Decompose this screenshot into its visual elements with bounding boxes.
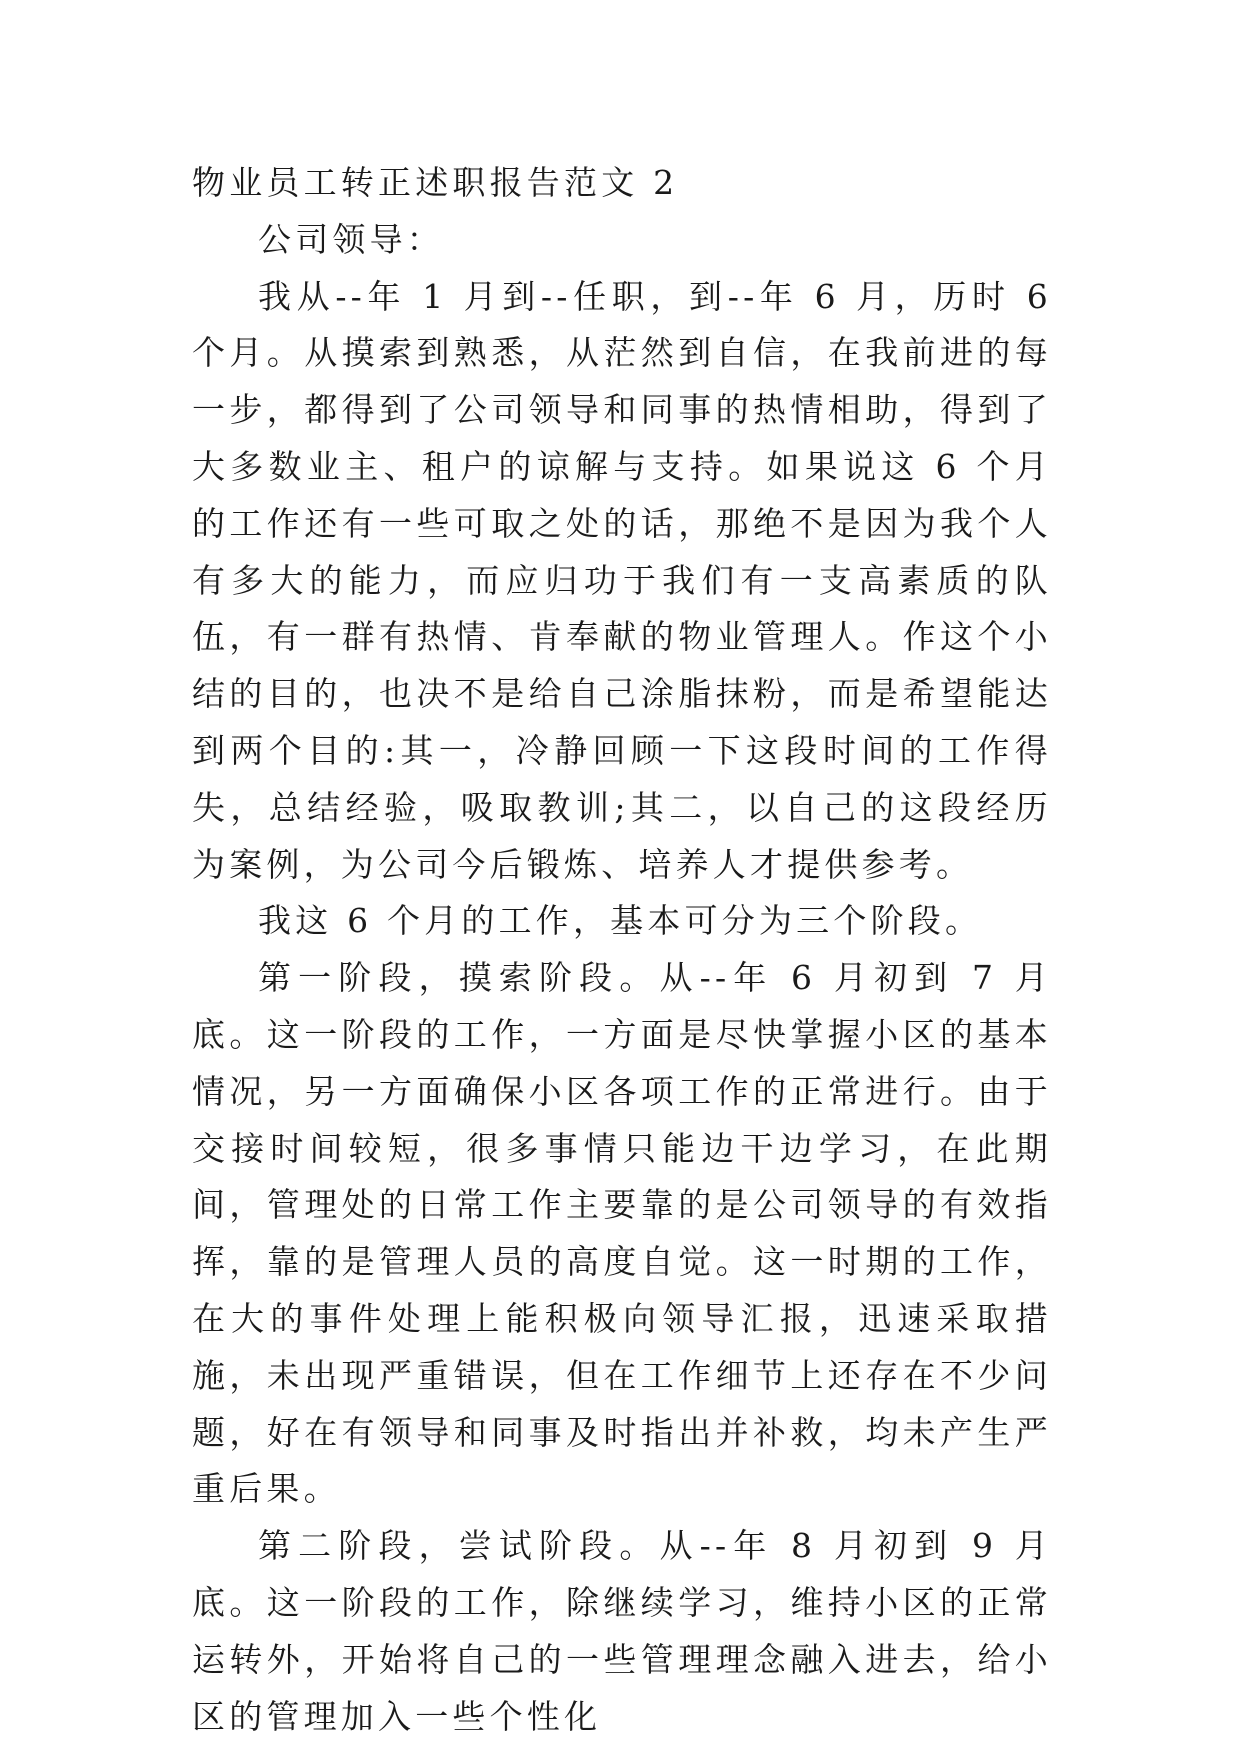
paragraph-stage-one: 第一阶段，摸索阶段。从--年 6 月初到 7 月底。这一阶段的工作，一方面是尽快掌握小区的基本情况，另一方面确保小区各项工作的正常进行。由于交接时间较短，很多事情只能边干边学习，在此期间，管理处的日常工作主要靠的是公司领导的有效指挥，靠的是管理人员的高度自觉。这一时期的工作，在大的事件处理上能积极向领导汇报，迅速采取措施，未出现严重错误，但在工作细节上还存在不少问题，好在有领导和同事及时指出并补救，均未产生严重后果。: [192, 958, 1052, 1509]
paragraph-stages-overview: 我这 6 个月的工作，基本可分为三个阶段。: [258, 901, 983, 941]
paragraph-stage-two: 第二阶段，尝试阶段。从--年 8 月初到 9 月底。这一阶段的工作，除继续学习，维持小区的正常运转外，开始将自己的一些管理理念融入进去，给小区的管理加入一些个性化: [192, 1526, 1052, 1736]
paragraph-intro: 我从--年 1 月到--任职，到--年 6 月，历时 6 个月。从摸索到熟悉，从茫然到自信，在我前进的每一步，都得到了公司领导和同事的热情相助，得到了大多数业主、租户的谅解与支持。如果说这 6 个月的工作还有一些可取之处的话，那绝不是因为我个人有多大的能力，而应归功于我们有一支高素质的队伍，有一群有热情、肯奉献的物业管理人。作这个小结的目的，也决不是给自己涂脂抹粉，而是希望能达到两个目的:其一，冷静回顾一下这段时间的工作得失，总结经验，吸取教训;其二，以自己的这段经历为案例，为公司今后锻炼、培养人才提供参考。: [192, 276, 1052, 884]
document-title: 物业员工转正述职报告范文 2: [192, 163, 679, 202]
document-body: [192, 155, 1052, 1745]
salutation: 公司领导：: [258, 219, 444, 259]
